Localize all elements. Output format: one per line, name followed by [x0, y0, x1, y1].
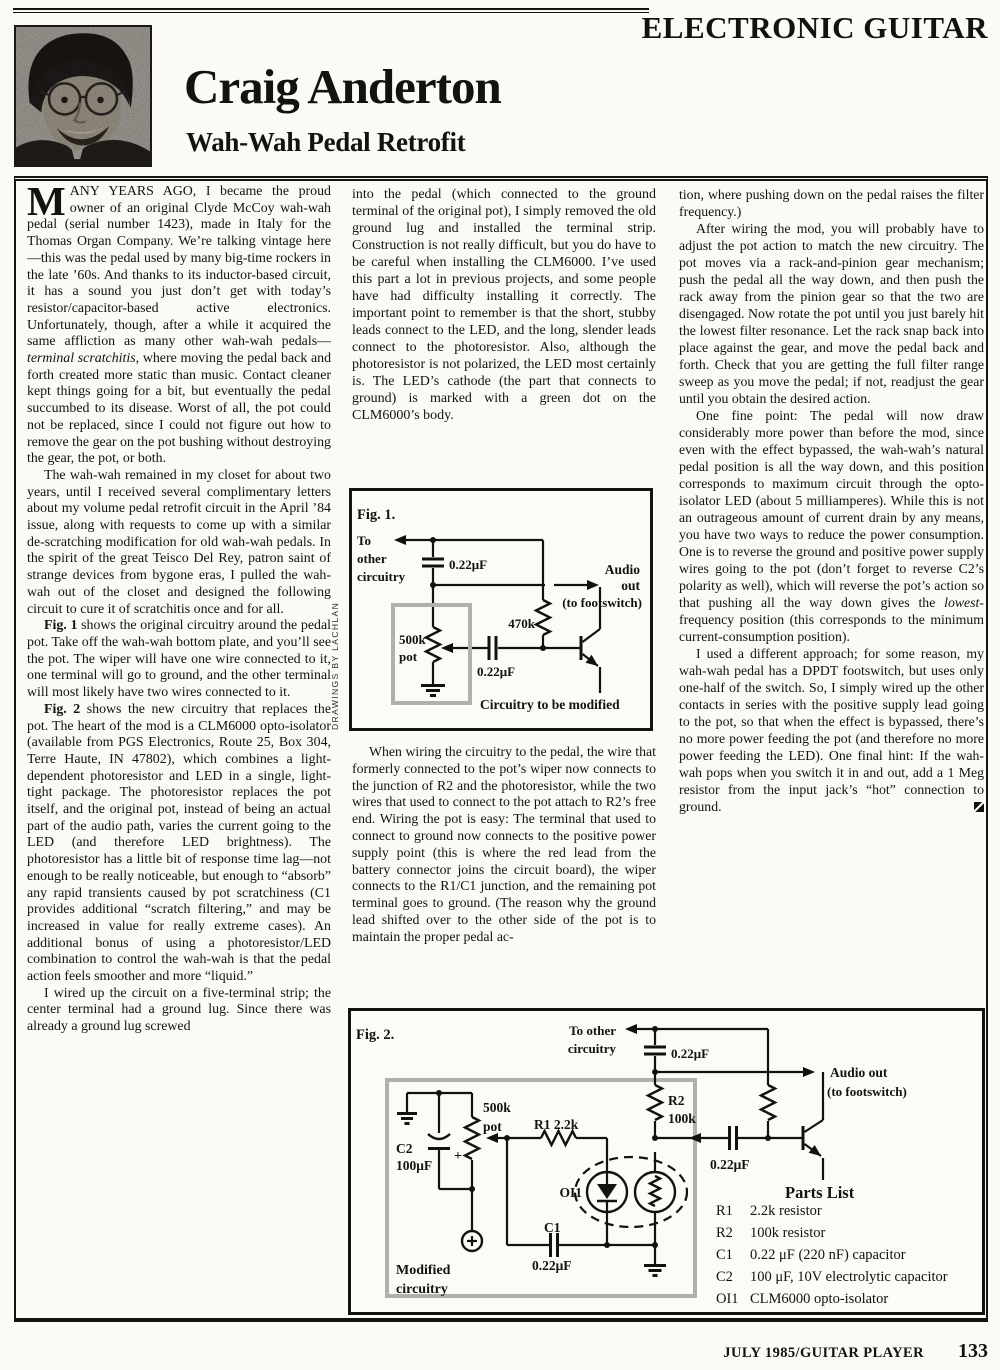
figure-1-schematic [349, 488, 653, 731]
junction-dot [652, 1069, 658, 1075]
paragraph: MANY YEARS AGO, I became the proud owner of an original Clyde McCoy wah-wah pedal (serial number 1423), made in Italy for the Thomas Organ Company. We’re talking vintage here—this was the pedal used by many big-time rockers in the late ’60s. And thanks to its inductor-based circuit, it has a sound you just don’t get with today’s resistor/capacitor-based active electronics. Unfortunately, though, after a while it acquired the same affliction as many other wah-wah pedals—terminal scratchitis, where moving the pedal back and forth created more static than music. Contact cleaner kept things going for a bit, but eventually the pedal succumbed to its disease. Worst of all, the pot could not be replaced, since I could not figure out how to remove the gear on the pot bushing without destroying the gear, the pot, or both. [27, 184, 331, 467]
paragraph: tion, where pushing down on the pedal raises the filter frequency.) [679, 187, 984, 219]
junction-dot [652, 1135, 658, 1141]
pot-value-label: 500k [399, 632, 426, 647]
r2-ref-label: R2 [668, 1093, 685, 1108]
transistor [802, 1120, 824, 1156]
resistor-r2 [648, 1085, 662, 1120]
potentiometer-500k [465, 1117, 479, 1159]
potentiometer-500k [426, 627, 440, 662]
capacitor-right-value: 0.22μF [710, 1157, 750, 1172]
svg-text:out: out [621, 578, 640, 593]
r2-value-label: 100k [668, 1111, 696, 1126]
page-number: 133 [958, 1340, 988, 1362]
fig2-label: Fig. 2. [356, 1027, 395, 1043]
junction-dot [504, 1135, 510, 1141]
to-other-circuitry-label: To other [569, 1023, 616, 1038]
paragraph: I wired up the circuit on a five-terminal strip; the center terminal had a ground lug. Since there was already a ground lug screwed [27, 985, 331, 1035]
junction-dot [540, 645, 546, 651]
junction-dot [469, 1186, 475, 1192]
ground-symbol-bottom [644, 1264, 666, 1277]
junction-dot [765, 1135, 771, 1141]
end-of-article-mark [974, 802, 984, 812]
svg-text:(to footswitch): (to footswitch) [562, 595, 642, 610]
svg-text:pot: pot [399, 649, 418, 664]
author-portrait-illustration [16, 27, 150, 165]
capacitor-mid [489, 636, 496, 660]
ground-symbol-top-left [397, 1112, 417, 1125]
junction-dot [652, 1026, 658, 1032]
text-column-1 [27, 184, 331, 1310]
arrow-audio-out [803, 1067, 815, 1077]
fig1-label: Fig. 1. [357, 507, 396, 523]
capacitor-top [644, 1047, 666, 1054]
illustration-credit: DRAWINGS BY LACHLAN [330, 601, 340, 730]
junction-dot [652, 1242, 658, 1248]
audio-out-label: Audio out [830, 1065, 888, 1080]
svg-text:R1: R1 [716, 1203, 733, 1219]
ground-symbol [421, 684, 445, 697]
audio-out-label: Audio [604, 562, 640, 577]
arrow-to-other-circuitry [394, 535, 406, 545]
modified-circuitry-label: Modified [396, 1263, 451, 1278]
svg-text:circuitry: circuitry [396, 1282, 448, 1297]
capacitor-top-value: 0.22μF [449, 557, 488, 572]
arrow-pot-wiper [441, 643, 453, 653]
opto-isolator-photoresistor [635, 1172, 675, 1212]
author-photo [14, 25, 152, 167]
svg-text:R2: R2 [716, 1225, 733, 1241]
svg-text:circuitry: circuitry [357, 569, 406, 584]
oi1-label: OI1 [559, 1185, 582, 1200]
c1-ref-label: C1 [544, 1220, 561, 1235]
junction-dot [430, 582, 436, 588]
section-title: ELECTRONIC GUITAR [641, 10, 988, 45]
paragraph: Fig. 1 shows the original circuitry around the pedal pot. Take off the wah-wah bottom plate, and you’ll see the pot. The wiper will have one wire connected to it, one terminal will go to ground, and the other terminal will most likely have two wires connected to it. [27, 618, 331, 701]
fig1-to-other-label: To [357, 533, 371, 548]
transistor [580, 629, 601, 666]
positive-supply-terminal [462, 1231, 482, 1251]
paragraph: One fine point: The pedal will now draw considerably more power than before the mod, since even with the effect bypassed, the wah-wah’s natural pedal position is all the way down, and this position corresponds to maximum circuit through the opto-isolator LED (about 5 milliamperes). While this is not an outrageous amount of current drain by any means, you have two ways to reduce the power consumption. One is to reverse the ground and positive power supply wires going to the pot (don’t forget to reverse C2’s polarity as well), which will reverse the pot’s action so that pushing all the way down gives the lowest-frequency position (this corresponds to the minimum current-consumption position). [679, 408, 984, 644]
figure-2-schematic [348, 1008, 985, 1315]
author-name: Craig Anderton [184, 59, 501, 114]
resistor-r1 [541, 1131, 576, 1145]
article-title: Wah-Wah Pedal Retrofit [186, 127, 466, 157]
svg-text:100 μF, 10V electrolytic capac: 100 μF, 10V electrolytic capacitor [750, 1269, 948, 1285]
page-footer [723, 1340, 988, 1363]
capacitor-top [422, 559, 444, 566]
svg-text:CLM6000 opto-isolator: CLM6000 opto-isolator [750, 1291, 889, 1307]
svg-text:circuitry: circuitry [567, 1041, 616, 1056]
junction-dot [604, 1242, 610, 1248]
svg-text:C2: C2 [716, 1269, 733, 1285]
paragraph: The wah-wah remained in my closet for about two years, until I received several complimentary letters about my volume pedal retrofit circuit in the April ’84 issue, along with requests to come up with a similar de-scratching modification for old wah-wah pedals. In the spirit of the great Teisco Del Rey, patron saint of strange devices from bygone eras, I pulled the wah-wah out of the closet and designed the following circuit to cure it of scratchitis once and for all. [27, 467, 331, 617]
junction-dot [436, 1090, 442, 1096]
svg-text:OI1: OI1 [716, 1291, 739, 1307]
capacitor-c1 [551, 1233, 558, 1257]
arrow-pot-wiper [486, 1133, 498, 1143]
fig1-drawing [349, 488, 653, 731]
capacitor-mid-value: 0.22μF [477, 664, 516, 679]
fig2-drawing [348, 1008, 985, 1315]
capacitor-right [730, 1126, 737, 1150]
arrow-to-other-circuitry [625, 1024, 637, 1034]
junction-dot [430, 537, 436, 543]
fig1-caption: Circuitry to be modified [480, 697, 620, 712]
parts-list-title: Parts List [785, 1183, 855, 1202]
text-column-2-top [352, 186, 656, 484]
svg-text:other: other [357, 551, 387, 566]
c1-value-label: 0.22μF [532, 1258, 572, 1273]
pot-value-label: 500k [483, 1100, 511, 1115]
paragraph: After wiring the mod, you will probably have to adjust the pot action to match the new circuitry. The pot moves via a rack-and-pinion gear mechanism; push the pedal all the way down, and then push the rack away from the pinion gear so that the two are disengaged. Now rotate the pot until you just barely hit the lowest filter resonance. Let the rack snap back into place against the gear, and move the pedal back and forth. Check that you are getting the full filter range sweep as you move the pedal; if not, readjust the gear until you obtain the desired action. [679, 221, 984, 406]
c2-value-label: 100μF [396, 1158, 433, 1173]
resistor-470k [536, 600, 550, 635]
svg-text:C1: C1 [716, 1247, 733, 1263]
svg-text:(to footswitch): (to footswitch) [827, 1084, 907, 1099]
text-column-2-bottom [352, 744, 656, 1006]
issue-label: JULY 1985/GUITAR PLAYER [723, 1345, 924, 1361]
c2-plus-sign: + [454, 1149, 462, 1164]
svg-text:pot: pot [483, 1119, 502, 1134]
arrow-audio-out [587, 580, 599, 590]
header-rule [13, 8, 649, 13]
text-column-3 [679, 186, 984, 1004]
paragraph: Fig. 2 shows the new circuitry that replaces the pot. The heart of the mod is a CLM6000 opto-isolator (available from PGS Electronics, Route 25, Box 304, Terre Haute, IN 47802), which combines a light-dependent photoresistor and LED in a single, light-tight package. The photoresistor replaces the pot itself, and the original pot, instead of being an actual part of the audio path, varies the current going to the LED (and therefore LED brightness). The photoresistor has a little bit of response time lag—not enough to be really noticeable, but enough to “absorb” any rapid transients caused by pot scratchiness (C1 provides additional “scratch filtering,” and may be increased in value for really extreme cases). An additional bonus of using a photoresistor/LED combination to control the wah-wah is that the pedal action feels smoother and more “liquid.” [27, 701, 331, 985]
paragraph: When wiring the circuitry to the pedal, the wire that formerly connected to the pot’s wiper now connects to the junction of R2 and the photoresistor, while the two wires that used to connect to the pot attach to R2’s free end. Wiring the pot is easy: The terminal that used to connect to ground now connects to the positive power supply point (this is where the red lead from the battery connector joins the circuit board), the wiper connects to the R1/C1 junction, and the remaining pot terminal goes to ground. (The reason why the ground lead shifted over to the other side of the pot is to maintain the proper pedal ac- [352, 744, 656, 944]
c2-ref-label: C2 [396, 1141, 413, 1156]
r1-label: R1 2.2k [534, 1117, 579, 1132]
svg-text:0.22 μF (220 nF) capacitor: 0.22 μF (220 nF) capacitor [750, 1247, 906, 1263]
opto-isolator-outline [575, 1157, 687, 1227]
paragraph: into the pedal (which connected to the ground terminal of the original pot), I simply removed the old ground lug and installed the terminal strip. Construction is not really difficult, but you do have to be careful when installing the CLM6000. I’ve used this part a lot in previous projects, and some people have had difficulty installing it correctly. The important point to remember is that the short, stubby leads connect to the LED, and the long, slender leads connect to the photoresistor. Also, although the photoresistor is not polarized, the LED most certainly is. The LED’s cathode (the part that connects to ground) is marked with a green dot on the CLM6000’s body. [352, 187, 656, 423]
drop-cap: M [27, 184, 66, 224]
capacitor-c2-electrolytic [428, 1134, 450, 1150]
parts-list [716, 1203, 948, 1307]
capacitor-top-value: 0.22μF [671, 1046, 710, 1061]
paragraph: I used a different approach; for some reason, my wah-wah pedal has a DPDT footswitch, but uses only one-half of the switch. So, I simply wired up the other contacts in series with the positive supply lead going to the pot, so that when the effect is bypassed, there’s no more power feeding the pot (and therefore no more power feeding the LED). One final hint: If the wah-wah pops when you switch it in and out, add a 1 Meg resistor from the input jack’s “hot” connection to ground. [679, 646, 984, 814]
opto-isolator-led [587, 1172, 627, 1212]
resistor-470k-value: 470k [508, 616, 535, 631]
svg-text:2.2k resistor: 2.2k resistor [750, 1203, 822, 1219]
svg-text:100k resistor: 100k resistor [750, 1225, 826, 1241]
resistor-unlabeled [761, 1085, 775, 1120]
